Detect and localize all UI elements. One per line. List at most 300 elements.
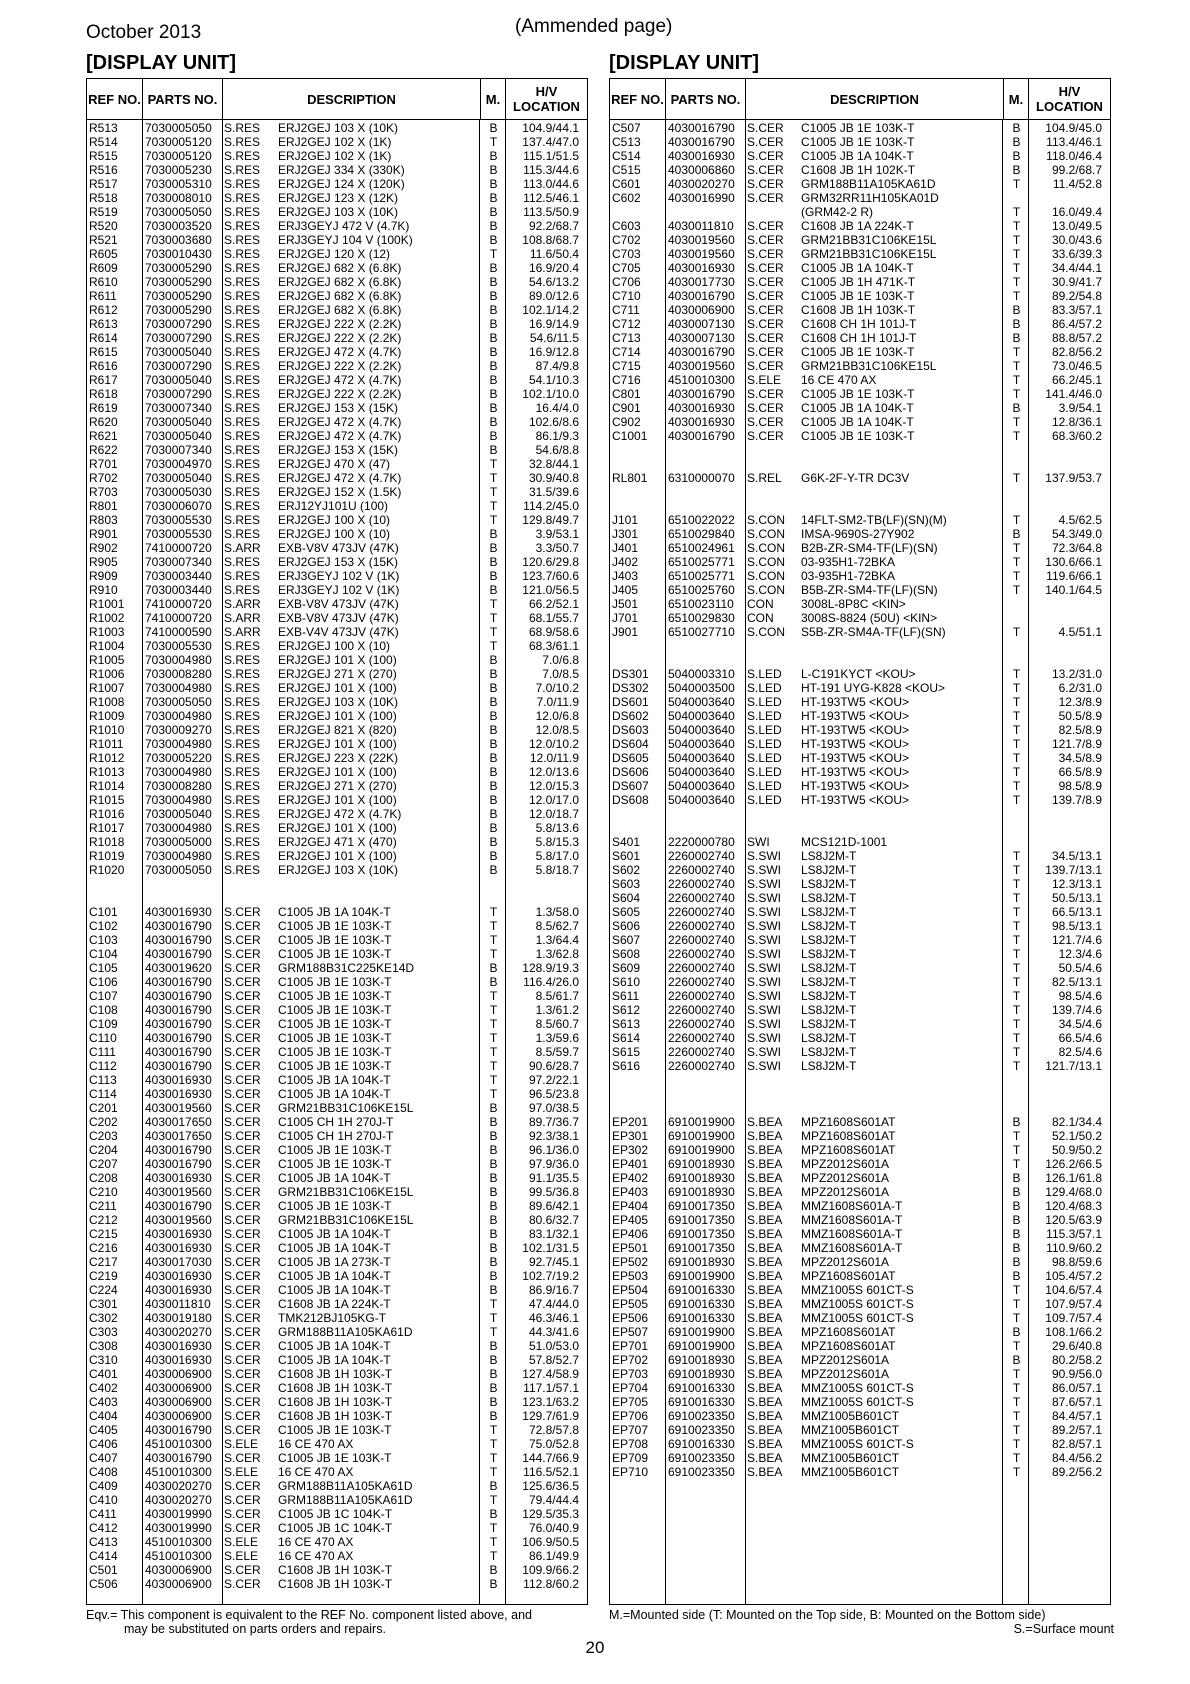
cell-desc: EXB-V4V 473JV (47K) [278, 625, 399, 639]
cell-parts: 4030006900 [145, 1577, 212, 1591]
cell-hv: 120.6/29.8 [522, 555, 579, 569]
cell-m: B [489, 1507, 498, 1521]
table-row [87, 1213, 587, 1227]
cell-desc: MMZ1005S 601CT-S [801, 1311, 914, 1325]
cell-type: S.CER [747, 261, 784, 275]
table-row [610, 345, 1110, 359]
cell-m: B [489, 1283, 498, 1297]
cell-parts: 2260002740 [668, 1059, 735, 1073]
cell-type: S.SWI [747, 1003, 782, 1017]
cell-parts: 4030016790 [668, 345, 735, 359]
cell-ref: R518 [89, 191, 118, 205]
cell-type: S.CER [224, 1157, 261, 1171]
cell-m: B [1012, 163, 1021, 177]
cell-type: S.CER [224, 905, 261, 919]
blank-row [610, 485, 1110, 499]
left-section-title: [DISPLAY UNIT] [86, 52, 237, 74]
cell-type: S.BEA [747, 1465, 783, 1479]
table-row [87, 1409, 587, 1423]
cell-desc: C1005 JB 1E 103K-T [801, 289, 915, 303]
cell-m: B [1012, 1353, 1021, 1367]
cell-desc: C1005 JB 1A 104K-T [278, 1171, 391, 1185]
cell-type: S.RES [224, 639, 261, 653]
cell-desc: C1005 JB 1A 104K-T [278, 1353, 391, 1367]
cell-parts: 6910018930 [668, 1353, 735, 1367]
cell-m: B [489, 695, 498, 709]
cell-parts: 4030019560 [145, 1101, 212, 1115]
cell-ref: C706 [612, 275, 641, 289]
cell-hv: 4.5/62.5 [1058, 513, 1102, 527]
cell-type: S.CER [224, 975, 261, 989]
cell-ref: C902 [612, 415, 641, 429]
cell-type: S.CER [747, 149, 784, 163]
cell-parts: 7030007290 [145, 331, 212, 345]
cell-type: S.SWI [747, 877, 782, 891]
table-row [610, 1311, 1110, 1325]
cell-m: T [489, 989, 498, 1003]
table-row [87, 1143, 587, 1157]
blank-row [610, 1087, 1110, 1101]
table-row [87, 1479, 587, 1493]
cell-type: S.ELE [224, 1437, 259, 1451]
cell-ref: EP501 [612, 1241, 649, 1255]
cell-hv: 99.5/36.8 [528, 1185, 579, 1199]
cell-desc: 03-935H1-72BKA [801, 555, 896, 569]
cell-parts: 4030006900 [145, 1563, 212, 1577]
table-row [610, 121, 1110, 135]
cell-desc: ERJ2GEJ 222 X (2.2K) [278, 317, 402, 331]
cell-hv: 112.5/46.1 [523, 191, 579, 205]
cell-ref: R1019 [89, 849, 125, 863]
cell-ref: C201 [89, 1101, 118, 1115]
cell-hv: 7.0/8.5 [542, 667, 579, 681]
cell-hv: 139.7/4.6 [1051, 1003, 1102, 1017]
cell-hv: 116.4/26.0 [523, 975, 579, 989]
cell-desc: C1005 JB 1C 104K-T [278, 1521, 393, 1535]
cell-parts: 4030016790 [145, 1017, 212, 1031]
cell-desc: C1005 JB 1A 104K-T [278, 905, 391, 919]
cell-m: B [489, 807, 498, 821]
cell-m: T [1012, 625, 1021, 639]
cell-desc: 16 CE 470 AX [278, 1465, 354, 1479]
cell-parts: 7030007290 [145, 387, 212, 401]
cell-hv: 54.6/13.2 [528, 275, 579, 289]
table-row [610, 1339, 1110, 1353]
cell-ref: R619 [89, 401, 118, 415]
table-row [87, 149, 587, 163]
table-row [610, 835, 1110, 849]
cell-desc: 3008L-8P8C <KIN> [801, 597, 906, 611]
cell-ref: R1012 [89, 751, 125, 765]
cell-type: S.ELE [224, 1465, 259, 1479]
cell-desc: ERJ2GEJ 101 X (100) [278, 793, 397, 807]
cell-hv: 89.2/56.2 [1051, 1465, 1102, 1479]
cell-type: S.CER [747, 177, 784, 191]
table-row [610, 233, 1110, 247]
cell-m: T [1012, 1297, 1021, 1311]
table-row [610, 275, 1110, 289]
table-row [610, 387, 1110, 401]
cell-hv: 120.4/68.3 [1045, 1199, 1102, 1213]
cell-hv: 12.0/15.3 [528, 779, 579, 793]
cell-m: B [489, 415, 498, 429]
table-row [610, 1465, 1110, 1479]
cell-hv: 127.4/58.9 [522, 1367, 579, 1381]
cell-parts: 4510010300 [145, 1465, 212, 1479]
cell-ref: DS608 [612, 793, 649, 807]
cell-hv: 32.8/44.1 [528, 457, 579, 471]
cell-desc: MPZ2012S601A [801, 1367, 890, 1381]
cell-hv: 90.9/56.0 [1051, 1367, 1102, 1381]
cell-m: T [1012, 751, 1021, 765]
cell-desc: ERJ2GEJ 222 X (2.2K) [278, 359, 402, 373]
cell-type: S.RES [224, 303, 261, 317]
cell-m: B [1012, 317, 1021, 331]
cell-m: B [489, 1563, 498, 1577]
cell-type: S.RES [224, 807, 261, 821]
cell-type: S.SWI [747, 919, 782, 933]
cell-m: T [1012, 905, 1021, 919]
cell-ref: R520 [89, 219, 118, 233]
cell-m: T [489, 1465, 498, 1479]
cell-ref: R622 [89, 443, 118, 457]
cell-parts: 7410000590 [145, 625, 212, 639]
table-row [610, 1255, 1110, 1269]
cell-ref: C712 [612, 317, 641, 331]
cell-type: S.CER [224, 919, 261, 933]
cell-type: S.BEA [747, 1409, 783, 1423]
cell-type: S.RES [224, 779, 261, 793]
cell-m: T [1012, 975, 1021, 989]
cell-hv: 89.7/36.7 [528, 1115, 579, 1129]
cell-m: T [1012, 275, 1021, 289]
table-row [87, 975, 587, 989]
cell-parts: 2260002740 [668, 975, 735, 989]
cell-ref: EP708 [612, 1437, 649, 1451]
cell-hv: 89.2/54.8 [1051, 289, 1102, 303]
cell-parts: 7030008010 [145, 191, 212, 205]
cell-m: T [1012, 513, 1021, 527]
cell-hv: 68.9/58.6 [528, 625, 579, 639]
table-row [87, 401, 587, 415]
cell-ref: R905 [89, 555, 118, 569]
cell-parts: 4030016790 [145, 1157, 212, 1171]
cell-parts: 2260002740 [668, 933, 735, 947]
cell-type: S.CER [224, 1493, 261, 1507]
cell-parts: 2260002740 [668, 905, 735, 919]
cell-desc: B5B-ZR-SM4-TF(LF)(SN) [801, 583, 938, 597]
table-row [87, 303, 587, 317]
table-row [610, 471, 1110, 485]
cell-m: B [489, 653, 498, 667]
cell-hv: 75.0/52.8 [528, 1437, 579, 1451]
cell-parts: 5040003640 [668, 765, 735, 779]
cell-ref: R612 [89, 303, 118, 317]
cell-hv: 120.5/63.9 [1045, 1213, 1102, 1227]
table-row [87, 989, 587, 1003]
table-row [610, 135, 1110, 149]
table-row [87, 751, 587, 765]
cell-ref: C105 [89, 961, 118, 975]
cell-type: S.CER [747, 415, 784, 429]
cell-hv: 1.3/59.6 [535, 1031, 579, 1045]
cell-hv: 16.9/14.9 [528, 317, 579, 331]
cell-m: T [489, 1437, 498, 1451]
cell-hv: 76.0/40.9 [528, 1521, 579, 1535]
cell-desc: MPZ1608S601AT [801, 1269, 896, 1283]
cell-parts: 6510025771 [668, 569, 735, 583]
table-row [610, 779, 1110, 793]
cell-type: CON [747, 611, 774, 625]
blank-row [610, 821, 1110, 835]
cell-desc: LS8J2M-T [801, 849, 857, 863]
cell-m: T [1012, 1143, 1021, 1157]
cell-ref: C217 [89, 1255, 118, 1269]
cell-hv: 47.4/44.0 [528, 1297, 579, 1311]
cell-desc: MPZ1608S601AT [801, 1129, 896, 1143]
table-row [87, 625, 587, 639]
cell-ref: DS604 [612, 737, 649, 751]
cell-type: S.CER [747, 317, 784, 331]
cell-hv: 115.3/44.6 [523, 163, 579, 177]
cell-ref: R615 [89, 345, 118, 359]
cell-type: S.BEA [747, 1241, 783, 1255]
cell-ref: C224 [89, 1283, 118, 1297]
cell-type: S.RES [224, 569, 261, 583]
col-desc-header: DESCRIPTION [223, 79, 481, 119]
table-row [610, 1031, 1110, 1045]
cell-desc: C1005 JB 1A 104K-T [801, 415, 914, 429]
cell-desc: ERJ2GEJ 471 X (470) [278, 835, 397, 849]
cell-m: T [489, 1423, 498, 1437]
cell-hv: 88.8/57.2 [1051, 331, 1102, 345]
table-row [87, 1381, 587, 1395]
cell-hv: 97.9/36.0 [528, 1157, 579, 1171]
cell-parts: 7030003440 [145, 569, 212, 583]
cell-desc: ERJ2GEJ 470 X (47) [278, 457, 391, 471]
cell-parts: 4030016930 [668, 149, 735, 163]
cell-m: B [489, 177, 498, 191]
cell-type: S.CON [747, 513, 786, 527]
cell-m: B [489, 233, 498, 247]
cell-m: B [489, 429, 498, 443]
cell-parts: 7030007290 [145, 359, 212, 373]
cell-m: T [489, 471, 498, 485]
cell-hv: 1.3/62.8 [535, 947, 579, 961]
cell-m: T [1012, 373, 1021, 387]
cell-desc: MMZ1005B601CT [801, 1451, 900, 1465]
cell-m: B [489, 765, 498, 779]
cell-type: S.CER [224, 1045, 261, 1059]
cell-m: B [489, 1157, 498, 1171]
cell-ref: C102 [89, 919, 118, 933]
cell-desc: MMZ1005B601CT [801, 1409, 900, 1423]
cell-type: S.CER [224, 947, 261, 961]
cell-parts: 4510010300 [145, 1549, 212, 1563]
cell-m: T [1012, 863, 1021, 877]
cell-type: S.CER [224, 1409, 261, 1423]
cell-ref: C113 [89, 1073, 117, 1087]
table-row [610, 401, 1110, 415]
cell-ref: C406 [89, 1437, 118, 1451]
cell-desc: ERJ2GEJ 123 X (12K) [278, 191, 399, 205]
cell-hv: 140.1/64.5 [1045, 583, 1102, 597]
table-row [87, 1101, 587, 1115]
cell-ref: C216 [89, 1241, 118, 1255]
cell-m: B [489, 205, 498, 219]
cell-hv: 86.1/49.9 [528, 1549, 579, 1563]
cell-parts: 4030016790 [145, 989, 212, 1003]
cell-type: S.CER [224, 1507, 261, 1521]
table-row [87, 1297, 587, 1311]
cell-desc: ERJ2GEJ 152 X (1.5K) [278, 485, 402, 499]
cell-parts: 7030005290 [145, 275, 212, 289]
cell-ref: R1004 [89, 639, 125, 653]
cell-ref: C408 [89, 1465, 118, 1479]
cell-ref: C103 [89, 933, 118, 947]
cell-parts: 7030005050 [145, 863, 212, 877]
cell-ref: C409 [89, 1479, 118, 1493]
cell-type: S.RES [224, 331, 261, 345]
cell-desc: C1608 JB 1A 224K-T [801, 219, 914, 233]
table-row [610, 541, 1110, 555]
cell-ref: R1011 [89, 737, 124, 751]
table-row [610, 289, 1110, 303]
cell-parts: 7030005030 [145, 485, 212, 499]
table-row [610, 1353, 1110, 1367]
cell-type: S.RES [224, 163, 261, 177]
cell-hv: 108.1/66.2 [1045, 1325, 1102, 1339]
cell-hv: 54.6/8.8 [535, 443, 579, 457]
cell-ref: DS607 [612, 779, 649, 793]
cell-type: S.RES [224, 177, 261, 191]
cell-m: B [1012, 1185, 1021, 1199]
col-parts-header: PARTS NO. [666, 79, 746, 119]
cell-desc: MPZ2012S601A [801, 1171, 890, 1185]
cell-m: B [489, 583, 498, 597]
cell-parts: 6910017350 [668, 1241, 735, 1255]
cell-ref: C403 [89, 1395, 118, 1409]
cell-ref: C413 [89, 1535, 118, 1549]
cell-m: T [1012, 1157, 1021, 1171]
cell-desc: ERJ2GEJ 153 X (15K) [278, 555, 399, 569]
cell-parts: 4030016930 [145, 1241, 212, 1255]
cell-desc: MMZ1005S 601CT-S [801, 1437, 914, 1451]
cell-desc: C1005 JB 1E 103K-T [278, 1199, 392, 1213]
col-ref-header: REF NO. [610, 79, 666, 119]
cell-m: T [489, 135, 498, 149]
table-row [610, 863, 1110, 877]
table-row [87, 233, 587, 247]
cell-hv: 1.3/58.0 [535, 905, 579, 919]
cell-m: T [1012, 415, 1021, 429]
cell-parts: 4030019990 [145, 1521, 212, 1535]
cell-desc: G6K-2F-Y-TR DC3V [801, 471, 910, 485]
cell-type: S.BEA [747, 1255, 783, 1269]
cell-m: T [1012, 1367, 1021, 1381]
table-row [87, 345, 587, 359]
cell-desc: C1005 JB 1H 471K-T [801, 275, 916, 289]
cell-desc: C1608 JB 1H 103K-T [801, 303, 916, 317]
cell-desc: HT-193TW5 <KOU> [801, 709, 910, 723]
cell-hv: 34.5/8.9 [1058, 751, 1102, 765]
cell-hv: 68.1/55.7 [528, 611, 579, 625]
cell-m: B [489, 541, 498, 555]
cell-parts: 4030020270 [145, 1479, 212, 1493]
table-row [610, 1367, 1110, 1381]
cell-type: S.RES [224, 723, 261, 737]
cell-desc: C1608 JB 1H 103K-T [278, 1381, 393, 1395]
table-row [87, 779, 587, 793]
cell-desc: ERJ2GEJ 682 X (6.8K) [278, 289, 402, 303]
cell-m: T [489, 1087, 498, 1101]
cell-m: T [1012, 891, 1021, 905]
cell-ref: C207 [89, 1157, 118, 1171]
cell-type: S.RES [224, 429, 261, 443]
cell-desc: ERJ2GEJ 101 X (100) [278, 765, 397, 779]
cell-ref: C705 [612, 261, 641, 275]
cell-hv: 3.9/53.1 [535, 527, 579, 541]
cell-hv: 7.0/11.9 [536, 695, 579, 709]
cell-ref: EP502 [612, 1255, 649, 1269]
cell-ref: C107 [89, 989, 118, 1003]
cell-parts: 7030005530 [145, 513, 212, 527]
cell-hv: 121.7/13.1 [1045, 1059, 1102, 1073]
cell-ref: R1018 [89, 835, 125, 849]
cell-parts: 7030004980 [145, 849, 212, 863]
cell-m: B [1012, 331, 1021, 345]
cell-hv: 113.0/44.6 [523, 177, 579, 191]
cell-desc: LS8J2M-T [801, 933, 857, 947]
table-row [87, 1549, 587, 1563]
cell-ref: C715 [612, 359, 641, 373]
cell-desc: HT-193TW5 <KOU> [801, 751, 910, 765]
cell-hv: 123.7/60.6 [522, 569, 579, 583]
cell-hv: 119.6/66.1 [1046, 569, 1102, 583]
table-row [610, 303, 1110, 317]
left-rows [87, 121, 587, 1591]
cell-hv: 117.1/57.1 [523, 1381, 579, 1395]
cell-m: T [1012, 1003, 1021, 1017]
cell-ref: C716 [612, 373, 641, 387]
cell-m: T [1012, 919, 1021, 933]
cell-ref: C507 [612, 121, 641, 135]
cell-desc: C1005 JB 1A 104K-T [278, 1241, 391, 1255]
cell-hv: 1.3/64.4 [535, 933, 579, 947]
cell-hv: 68.3/61.1 [528, 639, 579, 653]
cell-ref: R521 [89, 233, 118, 247]
cell-type: S.RES [224, 387, 261, 401]
cell-desc: ERJ2GEJ 153 X (15K) [278, 443, 399, 457]
cell-type: S.RES [224, 765, 261, 779]
cell-type: S.CER [747, 429, 784, 443]
cell-ref: S606 [612, 919, 641, 933]
table-header [87, 79, 587, 120]
cell-type: S.RES [224, 863, 261, 877]
table-row [610, 989, 1110, 1003]
cell-type: S.CER [747, 387, 784, 401]
cell-type: S.RES [224, 373, 261, 387]
cell-hv: 54.3/49.0 [1051, 527, 1102, 541]
cell-parts: 7030004980 [145, 653, 212, 667]
cell-m: B [489, 793, 498, 807]
table-row [87, 331, 587, 345]
cell-parts: 4030016930 [145, 1269, 212, 1283]
table-row [610, 247, 1110, 261]
cell-ref: J701 [612, 611, 639, 625]
cell-parts: 7030004980 [145, 793, 212, 807]
table-row [610, 905, 1110, 919]
